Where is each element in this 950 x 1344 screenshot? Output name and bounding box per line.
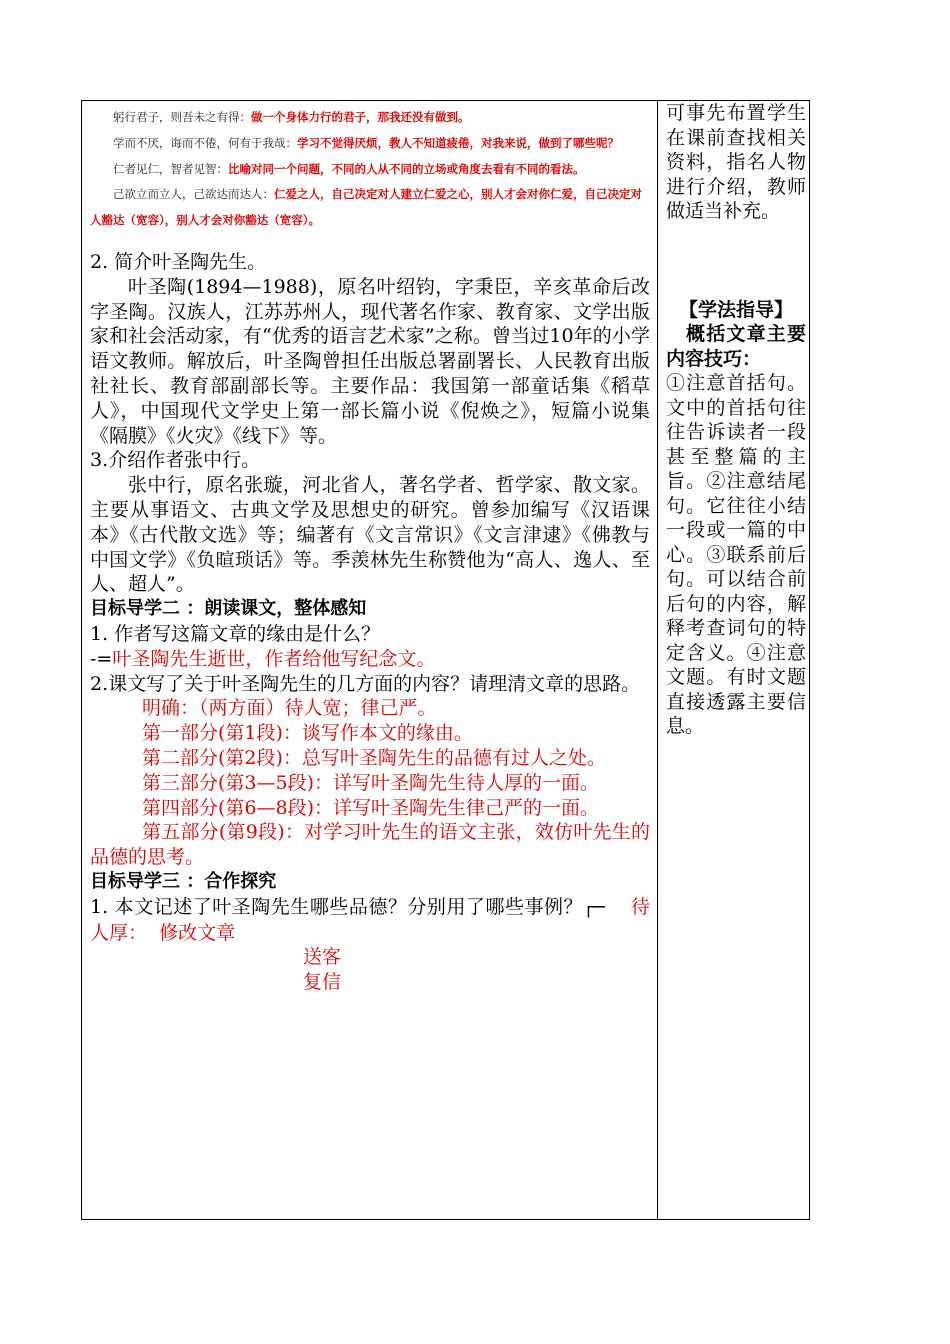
goal2-title: 目标导学二 ：朗读课文，整体感知 — [90, 598, 367, 620]
quote-explanation: 仁爱之人，自己决定对人建立仁爱之心，别人才会对你仁爱，自己决定对人豁达（宽容），别人才会对你豁达（宽容）。 — [90, 187, 642, 228]
quote-original: 仁者见仁，智者见智： — [113, 161, 228, 176]
quote-original: 躬行君子，则吾未之有得： — [113, 110, 251, 124]
answer-2-line: 第三部分(第3—5段)：详写叶圣陶先生待人厚的一面。 — [142, 771, 600, 794]
answer-2-line: 第四部分(第6—8段)：详写叶圣陶先生律己严的一面。 — [142, 796, 600, 819]
answer-1-marker: -= — [90, 647, 113, 670]
answer-3-label: 待人厚： — [90, 895, 650, 944]
spacer — [666, 224, 806, 298]
quote-original: 己欲立而立人，己欲达而达人： — [113, 187, 274, 202]
lesson-table — [81, 100, 810, 1220]
quote-item — [90, 182, 650, 234]
answer-3-item: 修改文章 — [159, 921, 236, 944]
quote-item — [90, 157, 650, 183]
question-3 — [90, 895, 650, 946]
quote-explanation: 学习不觉得厌烦，教人不知道疲倦，对我来说，做到了哪些呢？ — [297, 135, 619, 150]
bracket-mark: ┌─ — [583, 896, 605, 918]
method-guide-subtitle: 概括文章主要内容技巧： — [666, 323, 806, 370]
answer-1 — [90, 647, 650, 672]
goal3-title: 目标导学三 ：合作探究 — [90, 870, 277, 892]
main-text — [90, 250, 650, 995]
quote-item — [90, 105, 650, 131]
answer-2-line: 第五部分(第9段)：对学习叶先生的语文主张，效仿叶先生的品德的思考。 — [90, 821, 650, 869]
quote-explanation: 做一个身体力行的君子，那我还没有做到。 — [251, 110, 470, 124]
question-2: 2.课文写了关于叶圣陶先生的几方面的内容？请理清文章的思路。 — [90, 672, 641, 695]
section2-body: 叶圣陶(1894—1988)，原名叶绍钧，字秉臣，辛亥革命后改字圣陶。汉族人，江苏苏州人，现代著名作家、教育家、文学出版家和社会活动家，有“优秀的语言艺术家”之称。曾当过10年的小学语文教师。解放后，叶圣陶曾担任出版总署副署长、人民教育出版社社长、教育部副部长等。主要作品：我国第一部童话集《稻草人》，中国现代文学史上第一部长篇小说《倪焕之》，短篇小说集《隔膜》《火灾》《线下》等。 — [90, 275, 650, 447]
column-divider — [657, 101, 658, 1219]
answer-1-text: 叶圣陶先生逝世，作者给他写纪念文。 — [112, 647, 436, 670]
quote-block — [90, 101, 650, 234]
answer-2-line: 明确：（两方面）待人宽；律己严。 — [142, 697, 437, 720]
teacher-note: 可事先布置学生在课前查找相关资料，指名人物进行介绍，教师做适当补充。 — [666, 102, 806, 222]
section2-title: 2. 简介叶圣陶先生。 — [90, 250, 267, 273]
section3-title: 3.介绍作者张中行。 — [90, 449, 261, 472]
quote-explanation: 比喻对同一个问题，不同的人从不同的立场或角度去看有不同的看法。 — [228, 161, 585, 176]
answer-3-item: 复信 — [303, 971, 342, 994]
answer-3-item: 送客 — [303, 946, 342, 969]
main-column — [90, 101, 650, 995]
question-3-text: 1. 本文记述了叶圣陶先生哪些品德？分别用了哪些事例？ — [90, 895, 584, 918]
quote-item — [90, 131, 650, 157]
quote-original: 学而不厌，诲而不倦，何有于我哉： — [113, 135, 297, 150]
side-column — [666, 101, 806, 739]
section3-body: 张中行，原名张璇，河北省人，著名学者、哲学家、散文家。主要从事语文、古典文学及思想史的研究。曾参加编写《汉语课本》《古代散文选》等；编著有《文言常识》《文言津逮》《佛教与中国文学》《负暄琐话》等。季羡林先生称赞他为“高人、逸人、至人、超人”。 — [90, 474, 650, 596]
answer-2-line: 第一部分(第1段)：谈写作本文的缘由。 — [142, 722, 473, 745]
answer-2-line: 第二部分(第2段)：总写叶圣陶先生的品德有过人之处。 — [142, 746, 606, 769]
method-guide-title: 【学法指导】 — [678, 298, 793, 321]
question-1: 1. 作者写这篇文章的缘由是什么？ — [90, 622, 381, 645]
method-guide-body: ①注意首括句。文中的首括句往往告诉读者一段甚至整篇的主旨。②注意结尾句。它往往小结一段或一篇的中心。③联系前后句。可以结合前后句的内容，解释考查词句的特定含义。④注意文题。有时文题直接透露主要信息。 — [666, 372, 806, 737]
